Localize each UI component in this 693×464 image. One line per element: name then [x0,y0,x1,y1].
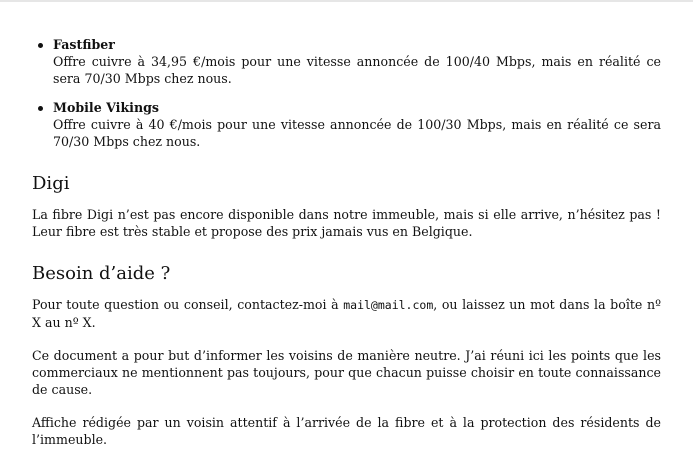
section-heading-digi: Digi [32,173,70,194]
contact-text-before: Pour toute question ou conseil, contactez-moi à [32,297,344,312]
document-body [32,36,661,464]
digi-paragraph: La fibre Digi n’est pas encore disponible dans notre immeuble, mais si elle arrive, n’hésitez pas ! Leur fibre est très stable et propose des prix jamais vus en Belgique. [32,207,661,239]
footer-paragraph: Affiche rédigée par un voisin attentif à l’arrivée de la fibre et à la protection des résidents de l’immeuble. [32,415,661,447]
offer-description: Offre cuivre à 40 €/mois pour une vitesse annoncée de 100/30 Mbps, mais en réalité ce sera 70/30 Mbps chez nous. [53,117,661,149]
offer-title: Fastfiber [53,37,115,52]
page-top-edge [0,0,693,2]
email-address: mail@mail.com [343,298,434,312]
offer-list [32,36,661,150]
purpose-paragraph: Ce document a pour but d’informer les voisins de manière neutre. J’ai réuni ici les points que les commerciaux ne mentionnent pas toujours, pour que chacun puisse choisir en toute connaissance de cause. [32,348,661,397]
bullet-icon [38,43,43,48]
offer-title: Mobile Vikings [53,100,160,115]
contact-paragraph [32,296,661,331]
section-heading-help: Besoin d’aide ? [32,263,171,284]
contact-text-after: , ou laissez un mot dans la boîte nº X au nº X. [32,297,661,330]
list-item [32,36,661,87]
bullet-icon [38,106,43,111]
offer-description: Offre cuivre à 34,95 €/mois pour une vitesse annoncée de 100/40 Mbps, mais en réalité ce sera 70/30 Mbps chez nous. [53,54,661,86]
list-item [32,99,661,150]
